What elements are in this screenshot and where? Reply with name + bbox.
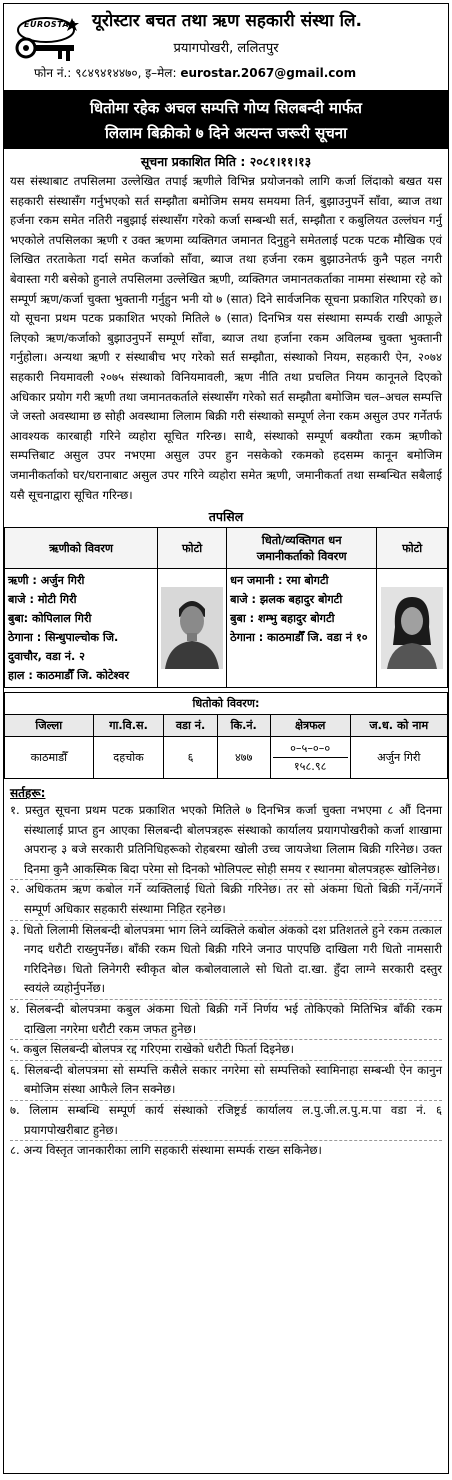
organization-address: प्रयागपोखरी, ललितपुर [173,41,279,56]
borrower-name: ऋणी : अर्जुन गिरी [8,574,85,588]
collateral-data-row [5,737,448,779]
guarantor-father: बुबा : शम्भु बहादुर बोगटी [230,612,335,626]
term-item: ५. कबुल सिलबन्दी बोलपत्र रद्द गरिएमा राखेको धरौटी फिर्ता दिइनेछ। [10,1040,442,1061]
cell-kitta: ४७७ [217,737,270,779]
term-item: ३. धितो लिलामी सिलबन्दी बोलपत्रमा भाग लिने व्यक्तिले कबोल अंकको दश प्रतिशतले हुने रकम तत्काल नगद धरौटी राख्नुपर्नेछ। बाँकी रकम धितो बिक्री गरिने जनाउ पाएपछि दाखिला गरी धितो नामसारी गरिदिनेछ। धितो लिनेगरी स्वीकृत बोल कबोलवालाले सो धितो दा.खा. हुँदा लाग्ने सरकारी दस्तुर स्वयंले व्यहोर्नुपर्नेछ। [10,921,442,1000]
header-guarantor-line-1: धितो/व्यक्तिगत धन [261,533,342,548]
header-photo-1: फोटो [158,528,227,569]
notice-page [3,3,449,1474]
guarantor-photo-cell [377,569,448,688]
header-ward: वडा नं. [164,715,217,737]
term-item: १. प्रस्तुत सूचना प्रथम पटक प्रकाशित भएको मितिले ७ दिनभित्र कर्जा चुक्ता नभएमा ८ औं दिनमा संस्थालाई प्राप्त हुन आएका सिलबन्दी बोलपत्रहरू संस्थाको कार्यालय प्रयागपोखरीको कर्जा शाखामा अपरान्ह ३ बजे सरकारी प्रतिनिधिहरूको रोहबरमा खोली उच्च जायजेथा लिलाम बिक्री गरिनेछ। उक्त दिनमा कुनै आकस्मिक बिदा परेमा सो दिनको भोलिपल्ट सोही समय र स्थानमा बोलपत्रहरू खोलिनेछ। [10,801,442,880]
term-item: ७. लिलाम सम्बन्धि सम्पूर्ण कार्य संस्थाको रजिष्ट्रर्ड कार्यालय ल.पु.जी.ल.पु.म.पा वडा नं. ६ प्रयागपोखरीबाट हुनेछ। [10,1101,442,1141]
borrower-current-address: हाल : काठमाडौँ जि. कोटेश्वर [8,669,130,683]
header-guarantor [227,528,377,569]
notice-headline [4,92,448,149]
area-ropani: ०–५–०–० [290,742,331,756]
headline-line-1: धितोमा रहेक अचल सम्पत्ति गोप्य सिलबन्दी मार्फत [90,99,362,117]
collateral-title-row [5,693,448,715]
organization-name: यूरोस्टार बचत तथा ऋण सहकारी संस्था लि. [92,11,362,31]
terms-title: सर्तहरू: [10,786,46,801]
phone-label: फोन नं.: [34,66,72,80]
borrower-grandfather: बाजे : मोटी गिरी [8,593,77,607]
email-address: eurostar.2067@gmail.com [180,66,357,80]
borrower-photo-cell [158,569,227,688]
details-table [4,527,448,688]
guarantor-grandfather: बाजे : झलक बहादुर बोगटी [230,593,343,607]
person-photo-icon [381,587,443,669]
header-kitta: कि.नं. [217,715,270,737]
terms-list [4,801,448,1161]
details-header-row [5,528,448,569]
cell-district: काठमाडौँ [5,737,94,779]
borrower-father: बुबा: कोपिलाल गिरी [8,612,92,626]
guarantor-info [227,569,377,688]
email-label: इ–मेल: [145,66,177,80]
header-borrower: ऋणीको विवरण [5,528,158,569]
collateral-header-row [5,715,448,737]
area-sqm: १५८.९८ [273,757,348,775]
cell-vdc: दहचोक [93,737,164,779]
phone-number: ९८४९४१४४७०, [75,66,142,80]
header-guarantor-line-2: जमानीकर्ताको विवरण [256,549,347,564]
details-data-row [5,569,448,688]
details-title: तपसिल [208,509,244,525]
header-vdc: गा.वि.स. [93,715,164,737]
cell-owner: अर्जुन गिरी [350,737,447,779]
logo-text: EUROSTAR [24,20,76,29]
guarantor-photo [381,587,443,669]
collateral-table [4,692,448,779]
term-item: ४. सिलबन्दी बोलपत्रमा कबुल अंकमा धितो बिक्री गर्ने निर्णय भई तोकिएको मितिभित्र बाँकी रकम दाखिला नगरेमा धरौटी रकम जफत हुनेछ। [10,1000,442,1040]
term-item: २. अधिकतम ऋण कबोल गर्ने व्यक्तिलाई धितो बिक्री गरिनेछ। तर सो अंकमा धितो बिक्री गर्ने/नगर्ने सम्पूर्ण अधिकार सहकारी संस्थामा निहित रहनेछ। [10,880,442,920]
headline-line-2: लिलाम बिक्रीको ७ दिने अत्यन्त जरूरी सूचना [104,124,347,142]
header-area: क्षेत्रफल [270,715,350,737]
term-item: ६. सिलबन्दी बोलपत्रमा सो सम्पत्ति कसैले सकार नगरेमा सो सम्पत्तिको स्वामिनाहा सम्बन्धी ऐन कानुन बमोजिम संस्था आफैले लिन सक्नेछ। [10,1061,442,1101]
header-owner: ज.ध. को नाम [350,715,447,737]
borrower-address: ठेगाना : सिन्धुपाल्चोक जि. [8,631,119,645]
guarantor-address: ठेगाना : काठमाडौँ जि. वडा नं १० [230,631,368,645]
cell-ward: ६ [164,737,217,779]
borrower-address-ward: दुवाचौर, वडा नं. २ [8,650,85,664]
cell-area [270,737,350,779]
term-item: ८. अन्य विस्तृत जानकारीका लागि सहकारी संस्थामा सम्पर्क राख्न सकिनेछ। [10,1143,322,1158]
collateral-title: धितोको विवरण: [5,693,448,715]
notice-body: यस संस्थाबाट तपसिलमा उल्लेखित तपाई ऋणीले विभिन्न प्रयोजनको लागि कर्जा लिंदाको बखत यस सहकारी संस्थासँग गर्नुभएको सर्त सम्झौता बमोजिम समय समयमा तिर्न, बुझाउनुपर्ने साँवा, ब्याज तथा हर्जना रकम समेत नतिरी नबुझाई संस्थासँग गरेको कर्जा सम्बन्धी सर्त, सम्झौता र कबुलियत उल्लंघन गर्नु भएकोले तपसिलका ऋणी र उक्त ऋणमा व्यक्तिगत जमानत दिनुहुने समेतलाई पटक पटक मौखिक एवं लिखित तरताकेता गर्दा समेत कर्जाको साँवा, ब्याज तथा हर्जना रकम बुझाउनेतर्फ कुनै पहल नगरी बेवास्ता गरी बसेको हुनाले तपसिलमा उल्लेखित ऋणी, व्यक्तिगत जमानतकर्ताका नाममा संस्थामा रहे को सम्पूर्ण ऋण/कर्जा चुक्ता भुक्तानी गर्नुहुन भनी यो ७ (सात) दिने सार्वजनिक सूचना प्रकाशित गरिएको छ। यो सूचना प्रथम पटक प्रकाशित भएको मितिले ७ (सात) दिनभित्र यस संस्थामा सम्पर्क राखी आफूले लिएको ऋण/कर्जाको बुझाउनुपर्ने सम्पूर्ण साँवा, ब्याज तथा हर्जाना रकम अविलम्ब चुक्ता भुक्तानी गर्नुहोला। अन्यथा ऋणी र संस्थाबीच भए गरेको सर्त सम्झौता, संस्थाको नियम, सहकारी ऐन, २०७४ सहकारी नियमावली २०७५ संस्थाको विनियमावली, ऋण नीति तथा प्रचलित नियम कानूनले दिएको अधिकार प्रयोग गरी ऋणी तथा जमानतकर्ताले संस्थासँग गरेको सर्त सम्झौता बमोजिम चल–अचल सम्पत्ति जे जस्तो अवस्थामा छ सोही अवस्थामा लिलाम बिक्री गरी संस्थाको सम्पूर्ण लेना रकम असुल उपर गर्नेतर्फ आवश्यक कारबाही गरिने व्यहोरा सूचित गरिन्छ। साथै, संस्थाको सम्पूर्ण बक्यौता रकम ऋणीको सम्पत्तिबाट असुल उपर नभएमा असुल उपर हुन नसकेको रकमको हदसम्म कानून बमोजिम जमानीकर्ताको घर/घरानाबाट असुल उपर गरिने व्यहोरा समेत ऋणी, जमानीकर्ता तथा सम्बन्धित सबैलाई यसै सूचनाद्वारा सूचित गरिन्छ। [10,174,442,502]
borrower-photo [161,587,223,669]
publication-date-value: : २०८१।११।१३ [240,154,312,169]
publication-date-label: सूचना प्रकाशित मिति [140,154,236,169]
guarantor-name: धन जमानी : रमा बोगटी [230,574,329,588]
header-district: जिल्ला [5,715,94,737]
publication-date [4,153,448,170]
header [4,4,448,92]
person-photo-icon [161,587,223,669]
contact-line [34,64,442,81]
header-photo-2: फोटो [377,528,448,569]
borrower-info [5,569,158,688]
